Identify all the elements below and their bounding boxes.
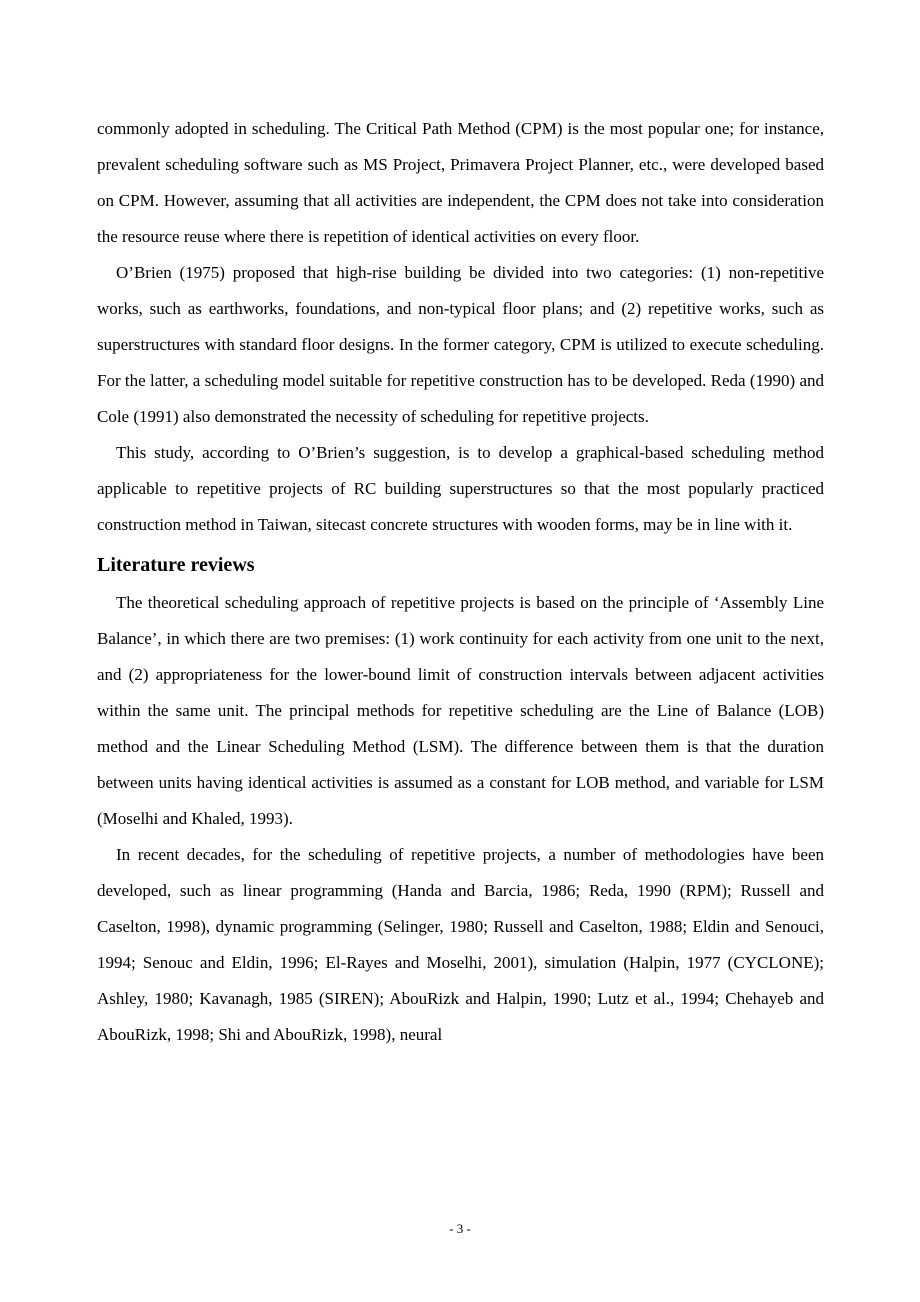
page-body: [97, 111, 824, 1053]
paragraph-cpm-intro: commonly adopted in scheduling. The Critical Path Method (CPM) is the most popular one; for instance, prevalent scheduling software such as MS Project, Primavera Project Planner, etc., were developed based on CPM. However, assuming that all activities are independent, the CPM does not take into consideration the resource reuse where there is repetition of identical activities on every floor.: [97, 119, 824, 246]
paragraph-study-purpose: This study, according to O’Brien’s suggestion, is to develop a graphical-based scheduling method applicable to repetitive projects of RC building superstructures so that the most popularly practiced construction method in Taiwan, sitecast concrete structures with wooden forms, may be in line with it.: [97, 443, 824, 534]
paragraph-methodologies: In recent decades, for the scheduling of repetitive projects, a number of methodologies have been developed, such as linear programming (Handa and Barcia, 1986; Reda, 1990 (RPM); Russell and Caselton, 1998), dynamic programming (Selinger, 1980; Russell and Caselton, 1988; Eldin and Senouci, 1994; Senouc and Eldin, 1996; El-Rayes and Moselhi, 2001), simulation (Halpin, 1977 (CYCLONE); Ashley, 1980; Kavanagh, 1985 (SIREN); AbouRizk and Halpin, 1990; Lutz et al., 1994; Chehayeb and AbouRizk, 1998; Shi and AbouRizk, 1998), neural: [97, 845, 824, 1044]
paragraph-assembly-line-balance: The theoretical scheduling approach of repetitive projects is based on the principle of ‘Assembly Line Balance’, in which there are two premises: (1) work continuity for each activity from one unit to the next, and (2) appropriateness for the lower-bound limit of construction intervals between adjacent activities within the same unit. The principal methods for repetitive scheduling are the Line of Balance (LOB) method and the Linear Scheduling Method (LSM). The difference between them is that the duration between units having identical activities is assumed as a constant for LOB method, and variable for LSM (Moselhi and Khaled, 1993).: [97, 593, 824, 828]
section-heading-literature-reviews: Literature reviews: [97, 554, 255, 576]
paragraph-obrien-categories: O’Brien (1975) proposed that high-rise building be divided into two categories: (1) non-repetitive works, such as earthworks, foundations, and non-typical floor plans; and (2) repetitive works, such as superstructures with standard floor designs. In the former category, CPM is utilized to execute scheduling. For the latter, a scheduling model suitable for repetitive construction has to be developed. Reda (1990) and Cole (1991) also demonstrated the necessity of scheduling for repetitive projects.: [97, 263, 824, 426]
page-number: - 3 -: [449, 1221, 471, 1236]
